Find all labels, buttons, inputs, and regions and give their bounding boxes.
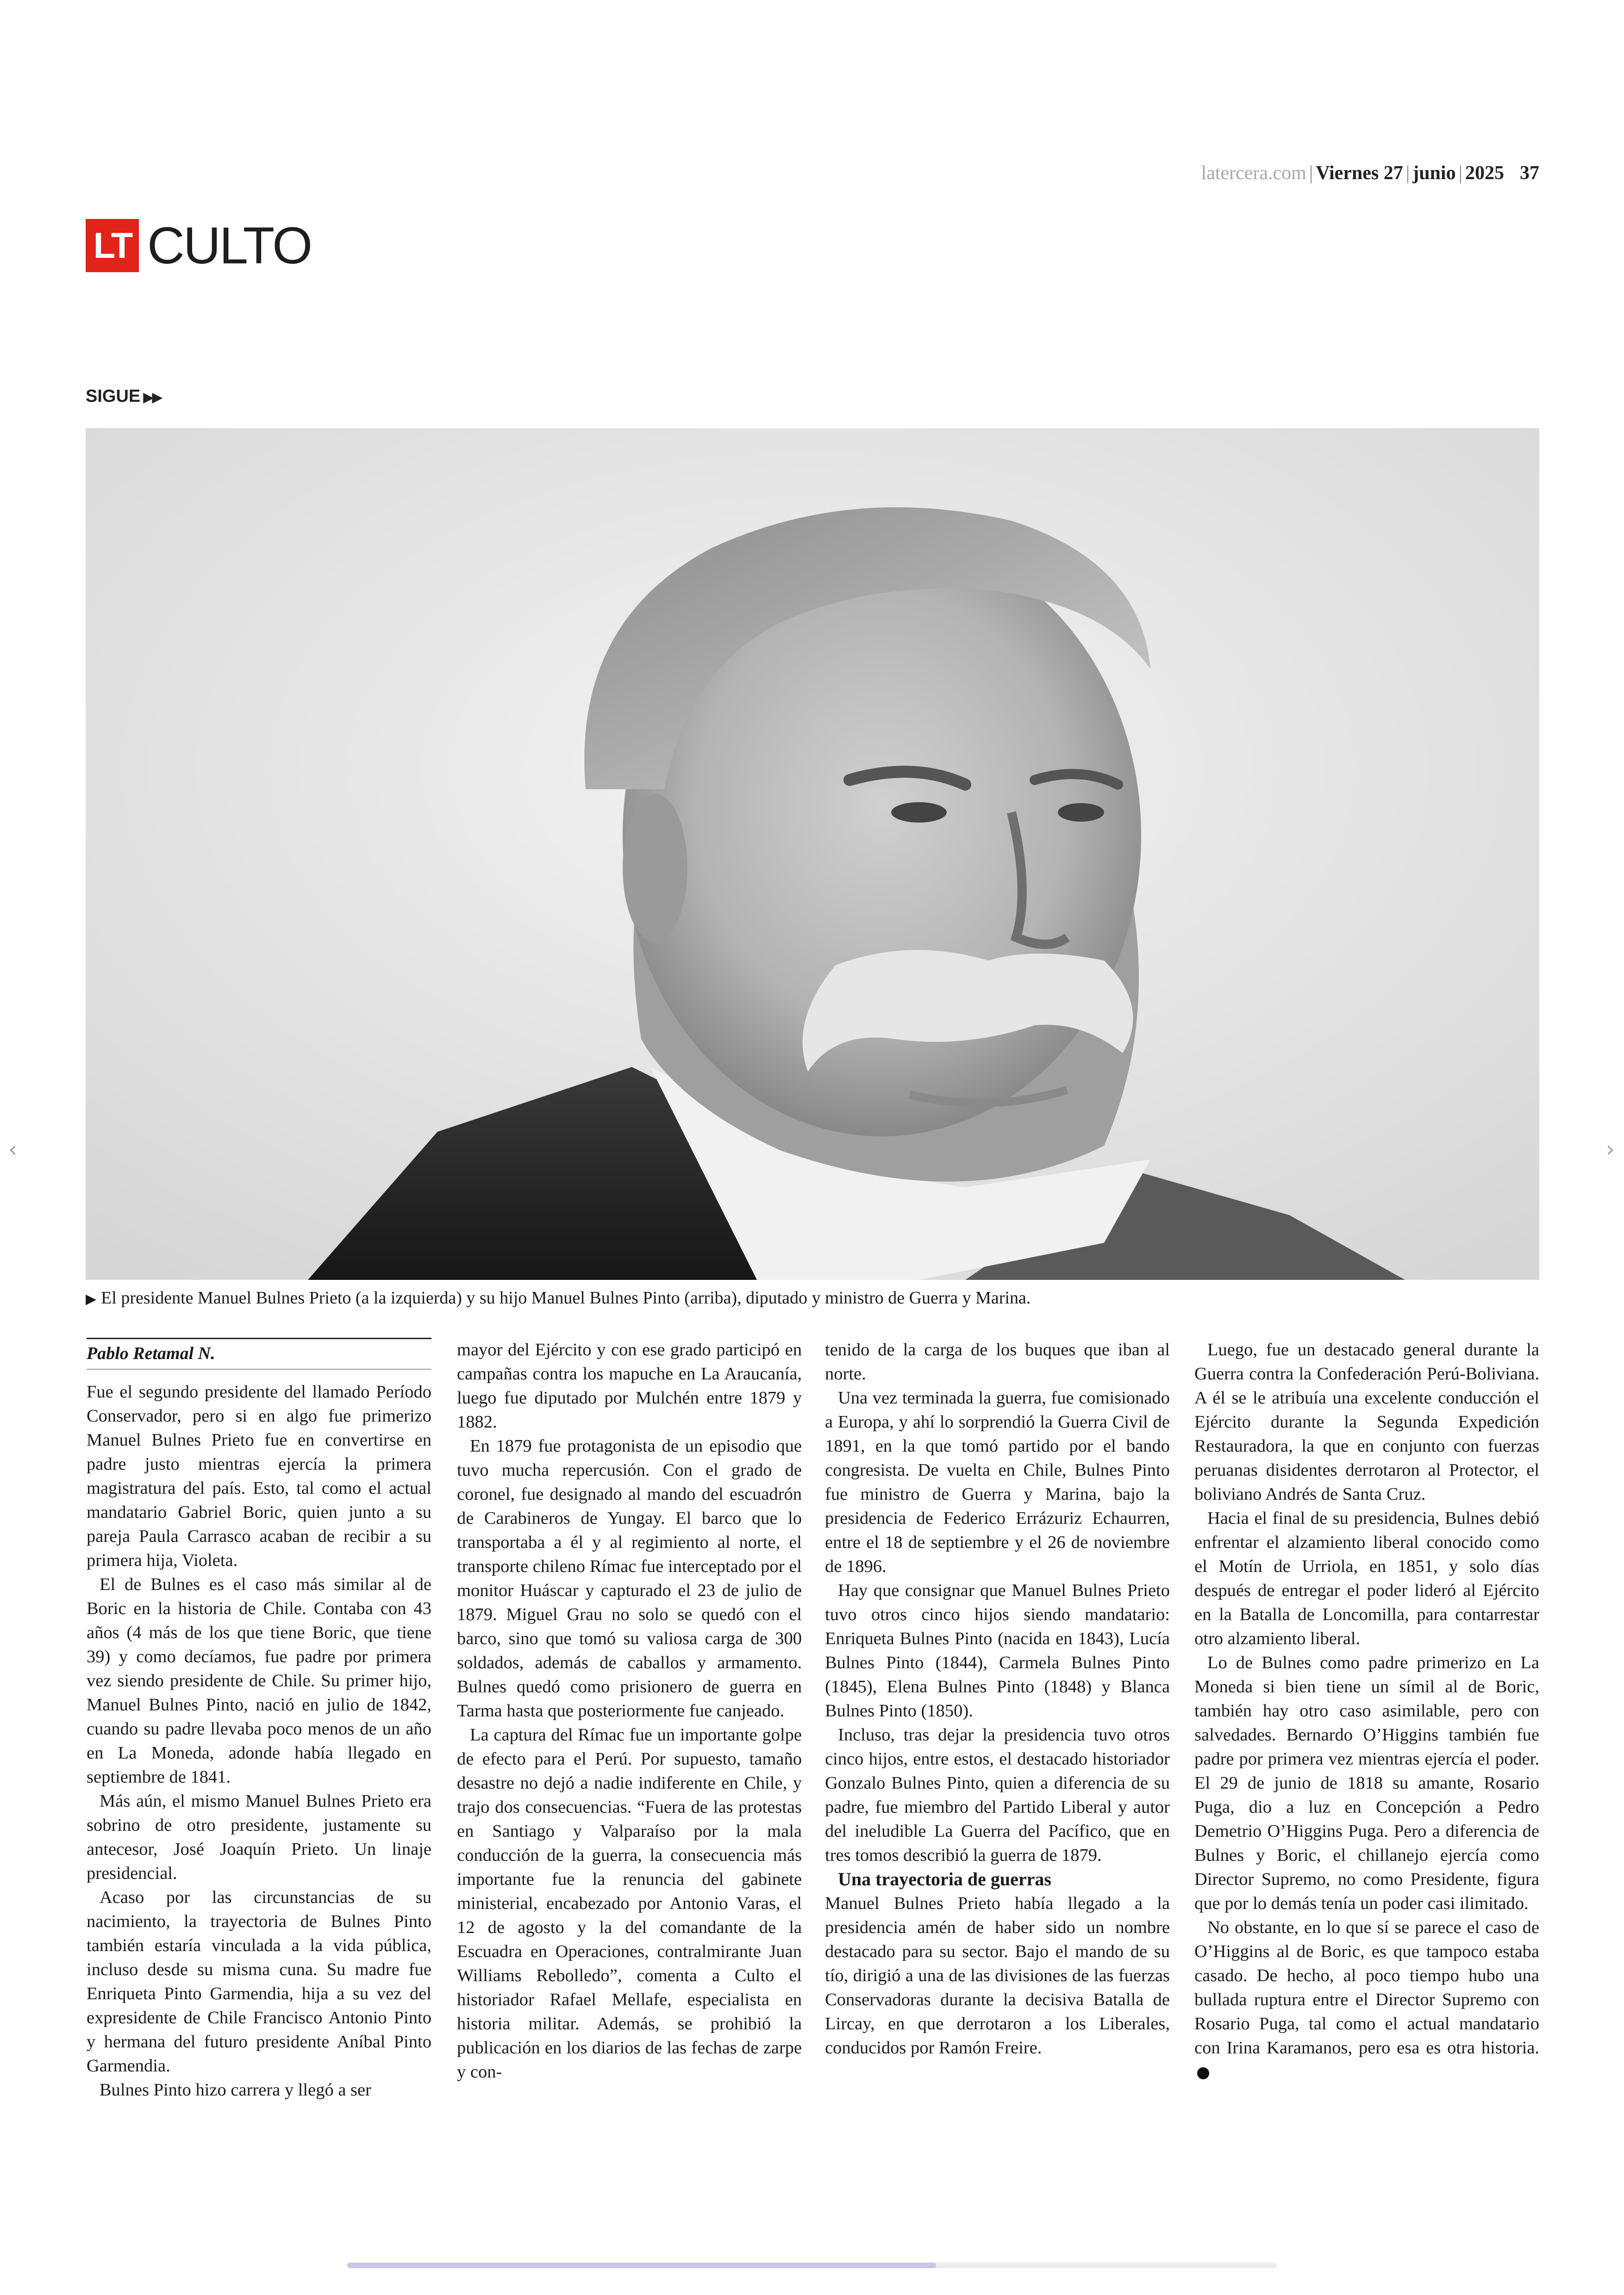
- page-header: [1201, 162, 1539, 184]
- caption-arrow-icon: ▶: [86, 1291, 97, 1307]
- paragraph: Fue el segundo presidente del llamado Período Conservador, pero si en algo fue primerizo Manuel Bulnes Prieto fue en convertirse en padre justo mientras ejercía la primera magistratura del país. Esto, tal como el actual mandatario Gabriel Boric, quien junto a su pareja Paula Carrasco acaban de recibir a su primera hija, Violeta.: [87, 1382, 431, 1570]
- byline: Pablo Retamal N.: [87, 1338, 431, 1370]
- article-column-1: [87, 1338, 431, 2102]
- caption-text: El presidente Manuel Bulnes Prieto (a la izquierda) y su hijo Manuel Bulnes Pinto (arriba), diputado y ministro de Guerra y Marina.: [101, 1288, 1031, 1308]
- lt-logo-mark: LT: [86, 219, 139, 272]
- article-column-2: [457, 1338, 802, 2084]
- article-column-3: [825, 1338, 1170, 2060]
- header-separator: |: [1405, 162, 1410, 184]
- paragraph: Una vez terminada la guerra, fue comisionado a Europa, y ahí lo sorprendió la Guerra Civil de 1891, en la que tomó partido por el bando congresista. De vuelta en Chile, Bulnes Pinto fue ministro de Guerra y Marina, bajo la presidencia de Federico Errázuriz Echaurren, entre el 18 de septiembre y el 26 de noviembre de 1896.: [825, 1388, 1170, 1576]
- paragraph: Bulnes Pinto hizo carrera y llegó a ser: [100, 2080, 371, 2100]
- double-arrow-icon: ▶▶: [143, 390, 161, 405]
- portrait-photo: [86, 428, 1539, 1280]
- portrait-image: [86, 428, 1539, 1280]
- paragraph-text: No obstante, en lo que sí se parece el caso de O’Higgins al de Boric, es que tampoco estaba casado. De hecho, al poco tiempo hubo una bullada ruptura entre el Director Supremo con Rosario Puga, tal como el actual mandatario con Irina Karamanos, pero esa es otra historia.: [1194, 1918, 1539, 2058]
- paragraph: En 1879 fue protagonista de un episodio que tuvo mucha repercusión. Con el grado de coronel, fue designado al mando del escuadrón de Carabineros de Yungay. El barco que lo transportaba a él y al regimiento al norte, el transporte chileno Rímac fue interceptado por el monitor Huáscar y capturado el 23 de julio de 1879. Miguel Grau no solo se quedó con el barco, sino que tomó su valiosa carga de 300 soldados, además de caballos y armamento. Bulnes quedó como prisionero de guerra en Tarma hasta que posteriormente fue canjeado.: [457, 1436, 802, 1721]
- kicker: [86, 387, 161, 406]
- section-logo: [86, 219, 311, 272]
- article-column-4: [1194, 1338, 1539, 2084]
- paragraph-last: [1194, 1915, 1539, 2084]
- header-weekday: Viernes 27: [1316, 162, 1403, 184]
- paragraph: Hacia el final de su presidencia, Bulnes debió enfrentar el alzamiento liberal conocido como el Motín de Urriola, en 1851, y solo días después de entregar el poder lideró al Ejército en la Batalla de Loncomilla, para contarrestar otro alzamiento liberal.: [1194, 1509, 1539, 1648]
- paragraph: Manuel Bulnes Prieto había llegado a la presidencia amén de haber sido un nombre destacado para su sector. Bajo el mando de su tío, dirigió a una de las divisiones de las fuerzas Conservadoras durante la decisiva Batalla de Lircay, en que derrotaron a los Liberales, conducidos por Ramón Freire.: [825, 1894, 1170, 2058]
- chevron-left-icon: ‹: [8, 1136, 18, 1162]
- horizontal-scrollbar[interactable]: [347, 2263, 1277, 2268]
- previous-page-button[interactable]: [8, 1136, 17, 1162]
- paragraph: El de Bulnes es el caso más similar al de Boric en la historia de Chile. Contaba con 43 años (4 más de los que tiene Boric, que tiene 39) y como decíamos, fue padre por primera vez siendo presidente de Chile. Su primer hijo, Manuel Bulnes Pinto, nació en julio de 1842, cuando su padre llevaba poco menos de un año en La Moneda, adonde había llegado en septiembre de 1841.: [87, 1575, 431, 1787]
- site-name[interactable]: latercera.com: [1201, 162, 1306, 184]
- paragraph: Hay que consignar que Manuel Bulnes Prieto tuvo otros cinco hijos siendo mandatario: Enriqueta Bulnes Pinto (nacida en 1843), Lucía Bulnes Pinto (1844), Carmela Bulnes Pinto (1845), Elena Bulnes Pinto (1848) y Blanca Bulnes Pinto (1850).: [825, 1581, 1170, 1721]
- page-number: 37: [1520, 162, 1539, 184]
- kicker-label: SIGUE: [86, 387, 141, 406]
- header-separator: |: [1309, 162, 1313, 184]
- paragraph: La captura del Rímac fue un importante golpe de efecto para el Perú. Por supuesto, tamaño desastre no dejó a nadie indiferente en Chile, y trajo dos consecuencias. “Fuera de las protestas en Santiago y Valparaíso por la mala conducción de la guerra, la consecuencia más importante fue la renuncia del gabinete ministerial, encabezado por Antonio Varas, el 12 de agosto y la del comandante de la Escuadra en Operaciones, contralmirante Juan Williams Rebolledo”, comenta a Culto el historiador Rafael Mellafe, especialista en historia militar. Además, se prohibió la publicación en los diarios de las fechas de zarpe y con-: [457, 1725, 802, 2082]
- section-title: CULTO: [147, 217, 312, 274]
- header-year: 2025: [1465, 162, 1504, 184]
- next-page-button[interactable]: [1606, 1136, 1615, 1162]
- paragraph: Incluso, tras dejar la presidencia tuvo otros cinco hijos, entre estos, el destacado historiador Gonzalo Bulnes Pinto, quien a diferencia de su padre, fue miembro del Partido Liberal y autor del ineludible La Guerra del Pacífico, que en tres tomos describió la guerra de 1879.: [825, 1725, 1170, 1865]
- article-subheading: Una trayectoria de guerras: [838, 1869, 1051, 1890]
- paragraph: Más aún, el mismo Manuel Bulnes Prieto era sobrino de otro presidente, justamente su antecesor, José Joaquín Prieto. Un linaje presidencial.: [87, 1791, 431, 1883]
- photo-caption: [86, 1288, 1539, 1308]
- paragraph: tenido de la carga de los buques que iban al norte.: [825, 1340, 1170, 1384]
- paragraph: Acaso por las circunstancias de su nacimiento, la trayectoria de Bulnes Pinto también estaría vinculada a la vida pública, incluso desde su misma cuna. Su madre fue Enriqueta Pinto Garmendia, hija a su vez del expresidente de Chile Francisco Antonio Pinto y hermana del futuro presidente Aníbal Pinto Garmendia.: [87, 1888, 431, 2076]
- paragraph: mayor del Ejército y con ese grado participó en campañas contra los mapuche en La Araucanía, luego fue diputado por Mulchén entre 1879 y 1882.: [457, 1340, 802, 1432]
- paragraph: Luego, fue un destacado general durante la Guerra contra la Confederación Perú-Boliviana. A él se le atribuía una excelente conducción el Ejército durante la Segunda Expedición Restauradora, la que en conjunto con fuerzas peruanas disidentes derrotaron al Protector, el boliviano Andrés de Santa Cruz.: [1194, 1340, 1539, 1504]
- chevron-right-icon: ›: [1605, 1136, 1615, 1162]
- header-month: junio: [1412, 162, 1456, 184]
- header-separator: |: [1458, 162, 1462, 184]
- end-of-article-icon: [1197, 2067, 1209, 2079]
- paragraph: Lo de Bulnes como padre primerizo en La Moneda si bien tiene un símil al de Boric, también hay otro caso asimilable, pero con salvedades. Bernardo O’Higgins también fue padre por primera vez mientras ejercía el poder. El 29 de junio de 1818 su amante, Rosario Puga, dio a luz en Concepción a Pedro Demetrio O’Higgins Puga. Pero a diferencia de Bulnes y Boric, el chillanejo ejercía como Director Supremo, no como Presidente, figura que por lo demás tenía un poder casi ilimitado.: [1194, 1653, 1539, 1913]
- scrollbar-thumb[interactable]: [347, 2263, 936, 2268]
